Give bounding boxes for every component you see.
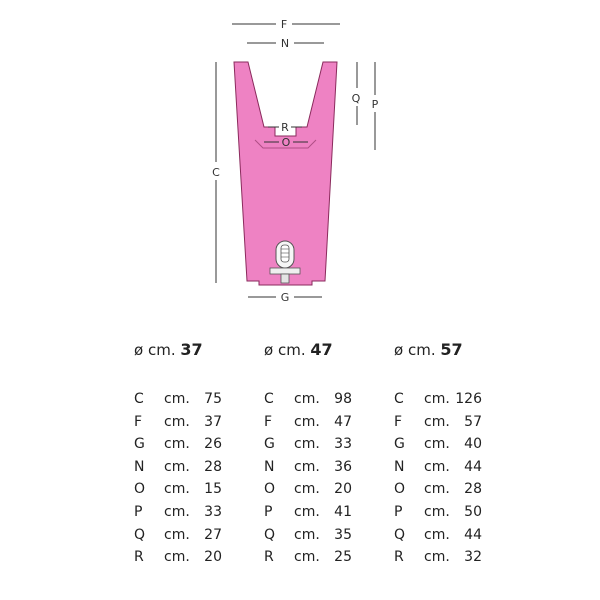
dimension-row <box>394 527 524 550</box>
dimension-letter: C <box>264 391 274 407</box>
dim-label-c: C <box>212 166 220 179</box>
size-column <box>264 340 394 572</box>
dimension-value: 36 <box>334 458 352 475</box>
dimension-unit: cm. <box>164 503 190 520</box>
dimension-unit: cm. <box>294 413 320 430</box>
dimension-row <box>134 549 264 572</box>
dimension-letter: N <box>134 458 145 475</box>
dimension-unit: cm. <box>424 458 450 475</box>
dimension-value: 26 <box>204 436 222 453</box>
size-column <box>134 340 264 572</box>
dimension-row <box>264 459 394 482</box>
size-header <box>264 340 394 366</box>
dimension-unit: cm. <box>294 458 320 475</box>
dimension-letter: C <box>134 391 144 407</box>
dimension-row <box>394 436 524 459</box>
size-value: 57 <box>440 340 463 359</box>
size-header <box>394 340 524 366</box>
size-column <box>394 340 524 572</box>
dimension-unit: cm. <box>424 391 450 407</box>
dimension-unit: cm. <box>294 503 320 520</box>
dimension-row <box>134 436 264 459</box>
dimension-unit: cm. <box>424 503 450 520</box>
dimension-letter: Q <box>264 526 276 543</box>
dimension-row <box>394 414 524 437</box>
diameter-icon: ø <box>264 341 274 359</box>
dimension-row <box>394 504 524 527</box>
dimension-letter: F <box>394 413 403 430</box>
size-header <box>134 340 264 366</box>
dimension-letter: Q <box>394 526 406 543</box>
dimension-letter: R <box>134 549 144 566</box>
dimension-value: 40 <box>464 436 482 453</box>
dimension-unit: cm. <box>164 526 190 543</box>
dim-label-n: N <box>280 37 290 50</box>
dimension-letter: P <box>134 503 143 520</box>
dimension-value: 25 <box>334 549 352 566</box>
dimension-letter: G <box>264 436 275 453</box>
dimension-row <box>264 436 394 459</box>
dimension-row <box>394 481 524 504</box>
dimension-unit: cm. <box>424 481 450 498</box>
dimension-value: 50 <box>464 503 482 520</box>
size-value: 37 <box>180 340 203 359</box>
dimension-row <box>134 414 264 437</box>
dimension-value: 47 <box>334 413 352 430</box>
dimension-row <box>134 527 264 550</box>
dimension-unit: cm. <box>164 391 190 407</box>
dimension-unit: cm. <box>164 436 190 453</box>
dimension-value: 126 <box>455 391 482 407</box>
dimension-value: 20 <box>334 481 352 498</box>
dim-label-g: G <box>280 291 290 304</box>
dim-label-o: O <box>281 136 291 149</box>
dimension-row <box>134 459 264 482</box>
dimension-row <box>394 459 524 482</box>
dimension-letter: P <box>264 503 273 520</box>
dimension-value: 33 <box>204 503 222 520</box>
dimension-unit: cm. <box>424 436 450 453</box>
dimension-letter: R <box>264 549 274 566</box>
dimension-row <box>264 504 394 527</box>
dimension-letter: C <box>394 391 404 407</box>
dim-label-f: F <box>280 18 288 31</box>
dimension-unit: cm. <box>294 391 320 407</box>
dimension-letter: N <box>264 458 275 475</box>
dimension-list <box>394 391 524 572</box>
dimension-unit: cm. <box>294 549 320 566</box>
dimension-letter: O <box>264 481 276 498</box>
dim-label-q: Q <box>351 92 361 105</box>
dimension-list <box>134 391 264 572</box>
dimension-letter: O <box>394 481 406 498</box>
dimension-value: 35 <box>334 526 352 543</box>
diameter-icon: ø <box>134 341 144 359</box>
dimension-unit: cm. <box>294 526 320 543</box>
dimension-unit: cm. <box>294 436 320 453</box>
dimension-unit: cm. <box>164 413 190 430</box>
dimension-value: 27 <box>204 526 222 543</box>
dimension-letter: G <box>134 436 145 453</box>
dimension-row <box>394 391 524 414</box>
size-unit: cm. <box>277 341 306 359</box>
dimension-value: 15 <box>204 481 222 498</box>
dimension-letter: F <box>134 413 143 430</box>
dimension-value: 37 <box>204 413 222 430</box>
dimension-row <box>134 504 264 527</box>
dim-label-r: R <box>281 121 289 134</box>
dimension-unit: cm. <box>424 413 450 430</box>
dimension-value: 32 <box>464 549 482 566</box>
dimension-row <box>264 414 394 437</box>
dimension-row <box>134 391 264 414</box>
dimension-value: 44 <box>464 458 482 475</box>
dimension-letter: G <box>394 436 405 453</box>
dimension-letter: F <box>264 413 273 430</box>
dim-label-p: P <box>371 98 379 111</box>
dimension-row <box>264 527 394 550</box>
dimension-list <box>264 391 394 572</box>
dimension-value: 28 <box>464 481 482 498</box>
dimension-letter: R <box>394 549 404 566</box>
dimension-value: 20 <box>204 549 222 566</box>
dimension-unit: cm. <box>164 549 190 566</box>
dimension-row <box>264 481 394 504</box>
dimension-value: 28 <box>204 458 222 475</box>
dimension-row <box>264 391 394 414</box>
dimension-unit: cm. <box>424 549 450 566</box>
dimension-value: 33 <box>334 436 352 453</box>
size-unit: cm. <box>147 341 176 359</box>
dimension-value: 98 <box>334 391 352 407</box>
dimension-letter: N <box>394 458 405 475</box>
dimension-value: 41 <box>334 503 352 520</box>
dimension-letter: Q <box>134 526 146 543</box>
dimension-letter: P <box>394 503 403 520</box>
dimension-value: 75 <box>204 391 222 407</box>
dimension-unit: cm. <box>424 526 450 543</box>
diameter-icon: ø <box>394 341 404 359</box>
dimension-row <box>134 481 264 504</box>
dimension-value: 57 <box>464 413 482 430</box>
dimension-row <box>394 549 524 572</box>
dimension-row <box>264 549 394 572</box>
dimension-value: 44 <box>464 526 482 543</box>
size-unit: cm. <box>407 341 436 359</box>
dimension-letter: O <box>134 481 146 498</box>
size-value: 47 <box>310 340 333 359</box>
dimension-unit: cm. <box>294 481 320 498</box>
dimension-unit: cm. <box>164 458 190 475</box>
dimension-unit: cm. <box>164 481 190 498</box>
